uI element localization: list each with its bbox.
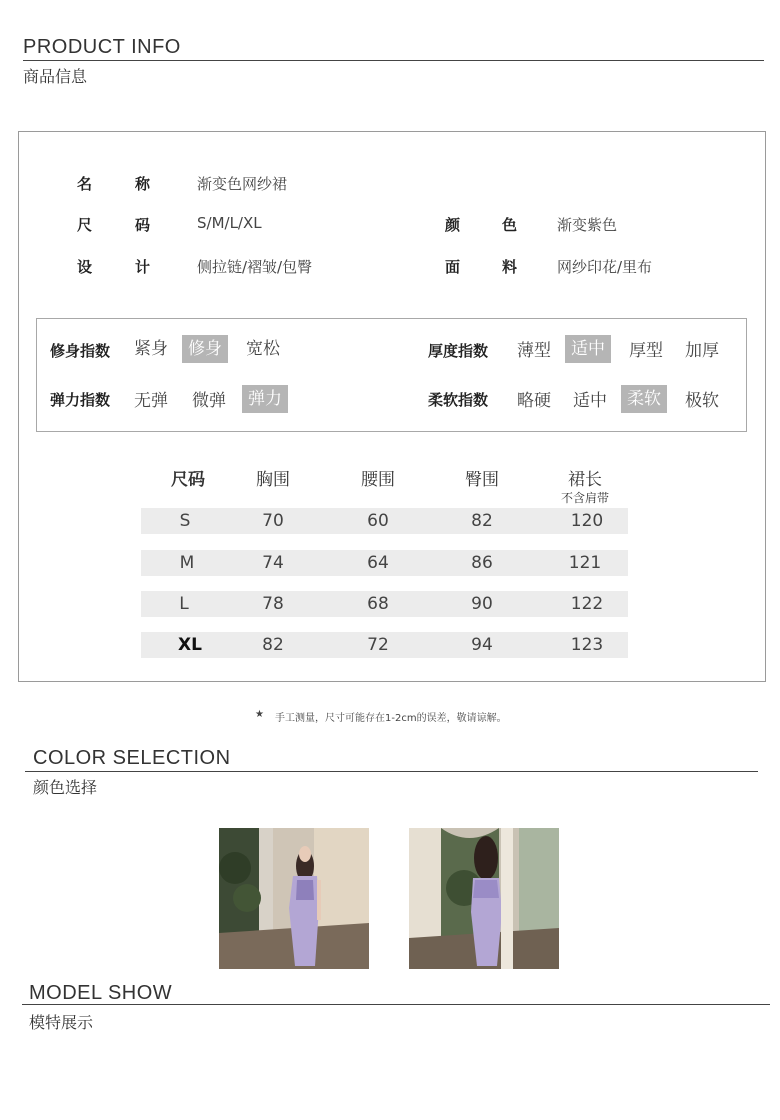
table-cell-length: 121 xyxy=(568,553,602,573)
softness-option-slightly-hard: 略硬 xyxy=(517,391,551,411)
model-show-title-cn: 模特展示 xyxy=(29,1013,94,1032)
measurement-note: 手工测量，尺寸可能存在1-2cm的误差，敬请谅解。 xyxy=(275,713,507,724)
attr-color-label-1: 颜 xyxy=(445,216,461,234)
table-cell-size: L xyxy=(179,594,189,614)
model-show-rule xyxy=(22,1004,770,1005)
table-cell-size: XL xyxy=(178,635,202,655)
attr-size-label-2: 码 xyxy=(135,216,151,234)
size-table-header-hip: 臀围 xyxy=(465,470,499,490)
attr-name-label-2: 称 xyxy=(135,175,151,193)
table-cell-waist: 64 xyxy=(367,553,389,573)
table-cell-size: M xyxy=(179,553,195,573)
fit-option-tight: 紧身 xyxy=(134,339,168,359)
table-cell-length: 120 xyxy=(570,511,604,531)
table-cell-waist: 60 xyxy=(367,511,389,531)
table-cell-bust: 82 xyxy=(262,635,284,655)
elasticity-option-none: 无弹 xyxy=(134,391,168,411)
softness-index-title: 柔软指数 xyxy=(428,391,489,409)
attr-design-label-1: 设 xyxy=(77,258,93,276)
thickness-option-thick: 厚型 xyxy=(629,341,663,361)
attr-fabric-value: 网纱印花/里布 xyxy=(557,258,653,276)
size-table-header-waist: 腰围 xyxy=(361,470,395,490)
color-selection-rule xyxy=(25,771,758,772)
attr-design-label-2: 计 xyxy=(135,258,151,276)
elasticity-option-slight: 微弹 xyxy=(192,391,226,411)
thickness-option-thin: 薄型 xyxy=(517,341,551,361)
table-cell-hip: 86 xyxy=(471,553,493,573)
table-cell-size: S xyxy=(179,511,191,531)
color-photo-front[interactable] xyxy=(219,828,369,969)
table-cell-bust: 74 xyxy=(262,553,284,573)
star-icon: ★ xyxy=(255,709,264,720)
product-info-title-cn: 商品信息 xyxy=(23,67,88,86)
color-photo-back[interactable] xyxy=(409,828,559,969)
softness-option-soft-selected: 柔软 xyxy=(621,385,667,413)
attr-size-label-1: 尺 xyxy=(77,216,93,234)
attr-fabric-label-1: 面 xyxy=(445,258,461,276)
fit-option-loose: 宽松 xyxy=(246,339,280,359)
attr-color-value: 渐变紫色 xyxy=(557,216,618,234)
thickness-index-title: 厚度指数 xyxy=(428,342,489,360)
table-cell-hip: 90 xyxy=(471,594,493,614)
product-info-title-en: PRODUCT INFO xyxy=(23,36,181,58)
elasticity-index-title: 弹力指数 xyxy=(50,391,111,409)
size-table-length-note: 不含肩带 xyxy=(560,491,609,505)
table-cell-hip: 94 xyxy=(471,635,493,655)
table-cell-length: 123 xyxy=(570,635,604,655)
attr-name-value: 渐变色网纱裙 xyxy=(197,175,288,193)
attr-color-label-2: 色 xyxy=(502,216,518,234)
table-cell-length: 122 xyxy=(570,594,604,614)
thickness-option-extra-thick: 加厚 xyxy=(685,341,719,361)
attr-name-label-1: 名 xyxy=(77,175,93,193)
attr-design-value: 侧拉链/褶皱/包臀 xyxy=(197,258,313,276)
size-table-header-size: 尺码 xyxy=(171,470,205,490)
model-show-title-en: MODEL SHOW xyxy=(29,982,173,1004)
table-cell-bust: 78 xyxy=(262,594,284,614)
fit-option-slim-selected: 修身 xyxy=(182,335,228,363)
fit-index-title: 修身指数 xyxy=(50,342,111,360)
table-cell-waist: 72 xyxy=(367,635,389,655)
table-cell-waist: 68 xyxy=(367,594,389,614)
color-selection-title-cn: 颜色选择 xyxy=(33,778,98,797)
elasticity-option-stretch-selected: 弹力 xyxy=(242,385,288,413)
product-info-rule xyxy=(23,60,764,61)
size-table-header-length: 裙长 xyxy=(568,470,602,490)
table-cell-hip: 82 xyxy=(471,511,493,531)
thickness-option-medium-selected: 适中 xyxy=(565,335,611,363)
softness-option-very-soft: 极软 xyxy=(685,391,719,411)
table-cell-bust: 70 xyxy=(262,511,284,531)
color-selection-title-en: COLOR SELECTION xyxy=(33,747,231,769)
size-table-header-bust: 胸围 xyxy=(256,470,290,490)
attr-size-value: S/M/L/XL xyxy=(197,214,262,232)
attr-fabric-label-2: 料 xyxy=(502,258,518,276)
softness-option-medium: 适中 xyxy=(573,391,607,411)
